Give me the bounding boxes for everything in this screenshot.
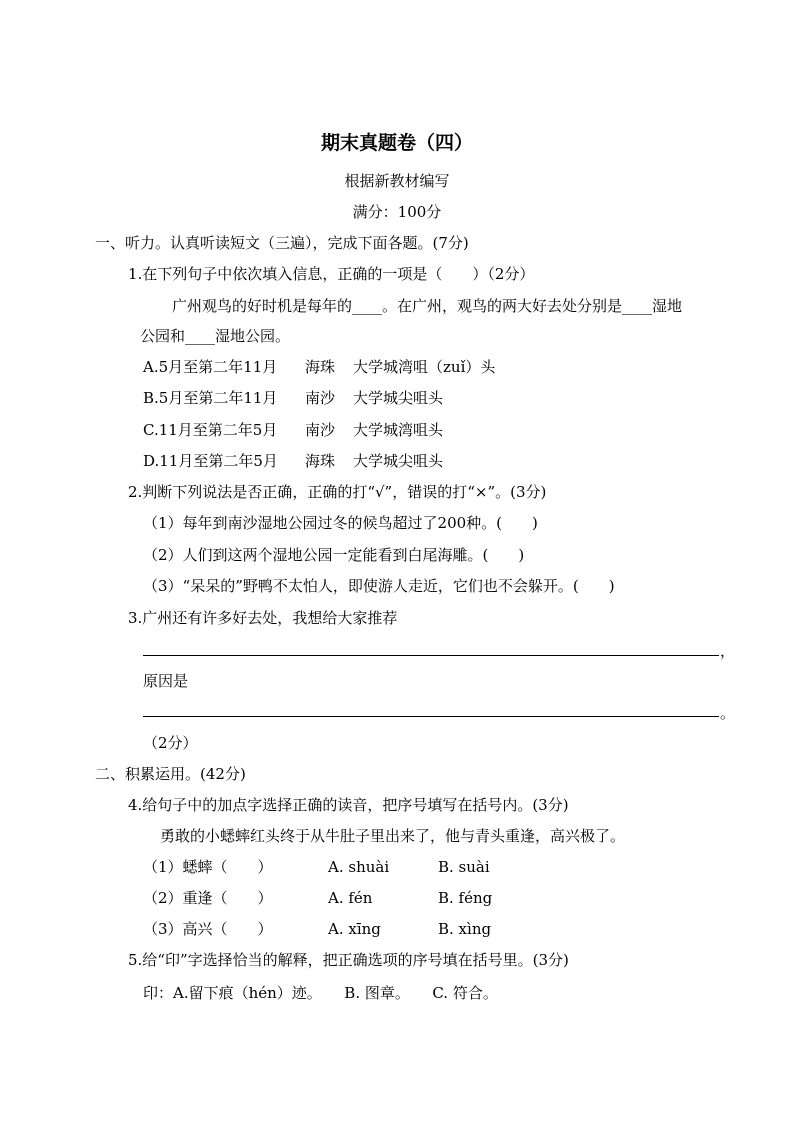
q1-passage-line2: 公园和____湿地公园。: [140, 327, 291, 345]
q1-option-c: C.11月至第二年5月 南沙 大学城湾咀头: [143, 421, 444, 439]
section2-heading: 二、积累运用。(42分): [95, 765, 246, 783]
full-score: 满分：100分: [352, 203, 442, 221]
q2-stem: 2.判断下列说法是否正确，正确的打“√”，错误的打“×”。(3分): [128, 483, 547, 501]
q5-stem: 5.给“印”字选择恰当的解释，把正确选项的序号填在括号里。(3分): [128, 951, 569, 969]
page-subtitle: 根据新教材编写: [344, 172, 450, 190]
q1-passage-line1: 广州观鸟的好时机是每年的____。在广州，观鸟的两大好去处分别是____湿地: [172, 297, 683, 315]
q4-item-1: （1）蟋蟀（ ） A. shuài B. suài: [143, 858, 490, 876]
q1-option-a: A.5月至第二年11月 海珠 大学城湾咀（zuǐ）头: [143, 358, 496, 376]
q4-stem: 4.给句子中的加点字选择正确的读音，把序号填写在括号内。(3分): [128, 796, 569, 814]
page-title: 期末真题卷（四）: [320, 132, 473, 154]
q3-answer-line-2[interactable]: [143, 716, 719, 717]
q3-answer-line-1[interactable]: [143, 655, 719, 656]
q4-item-3: （3）高兴（ ） A. xīng B. xìng: [143, 920, 492, 938]
q2-item-2: （2）人们到这两个湿地公园一定能看到白尾海雕。( ): [143, 546, 525, 564]
q4-sentence: 勇敢的小蟋蟀红头终于从牛肚子里出来了，他与青头重逢，高兴极了。: [160, 827, 626, 845]
q2-item-1: （1）每年到南沙湿地公园过冬的候鸟超过了200种。( ): [143, 514, 538, 532]
q3-comma: ，: [720, 642, 736, 660]
q4-item-2: （2）重逢（ ） A. fén B. féng: [143, 889, 493, 907]
section1-heading: 一、听力。认真听读短文（三遍），完成下面各题。(7分): [95, 234, 469, 252]
q1-stem: 1.在下列句子中依次填入信息，正确的一项是（ ）（2分）: [128, 265, 535, 283]
q3-stem: 3.广州还有许多好去处，我想给大家推荐: [128, 609, 398, 627]
q3-period: 。: [720, 704, 736, 722]
q1-option-d: D.11月至第二年5月 海珠 大学城尖咀头: [143, 452, 444, 470]
q3-reason-label: 原因是: [143, 672, 189, 690]
q1-option-b: B.5月至第二年11月 南沙 大学城尖咀头: [143, 389, 444, 407]
q3-score: （2分）: [143, 734, 198, 752]
q5-options: 印：A.留下痕（hén）迹。 B. 图章。 C. 符合。: [143, 984, 498, 1002]
q2-item-3: （3）“呆呆的”野鸭不太怕人，即使游人走近，它们也不会躲开。( ): [143, 577, 615, 595]
